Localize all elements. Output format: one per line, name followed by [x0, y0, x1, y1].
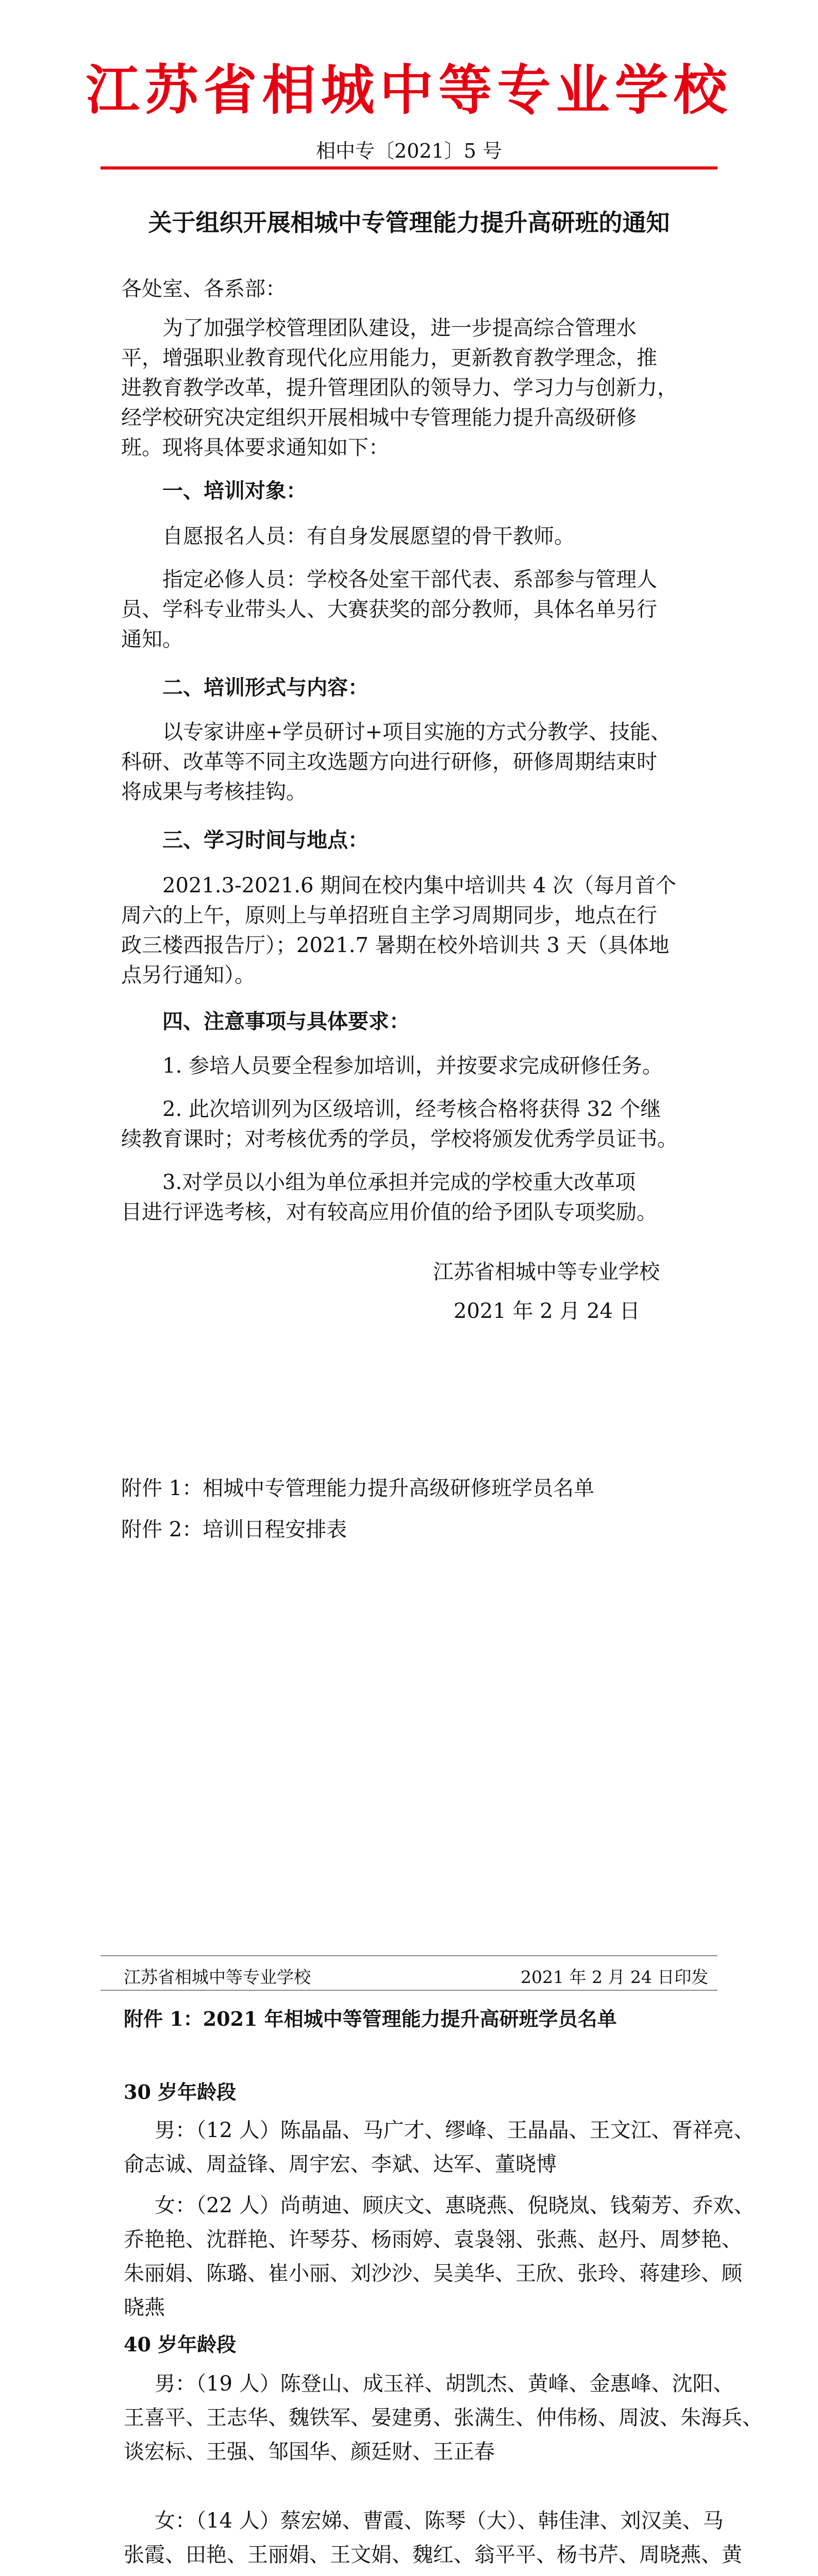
age-group-30-heading: 30 岁年龄段: [124, 2080, 237, 2104]
roster-line: 女：（14 人）蔡宏娣、曹霞、陈琴（大）、韩佳津、刘汉美、马: [155, 2509, 724, 2533]
section-heading-4: 四、注意事项与具体要求：: [162, 1009, 410, 1033]
roster-line: 男：（19 人）陈登山、成玉祥、胡凯杰、黄峰、金惠峰、沈阳、: [155, 2372, 734, 2396]
roster-line: 男：（12 人）陈晶晶、马广才、缪峰、王晶晶、王文江、胥祥亮、: [155, 2119, 755, 2142]
signature-date: 2021 年 2 月 24 日: [454, 1299, 640, 1323]
intro-line: 为了加强学校管理团队建设，进一步提高综合管理水: [162, 316, 637, 340]
roster-line: 乔艳艳、沈群艳、许琴芬、杨雨婷、袁袅翎、张燕、赵丹、周梦艳、: [124, 2228, 742, 2251]
footer-rule-bottom: [101, 1990, 717, 1991]
footer-issue-date: 2021 年 2 月 24 日印发: [521, 1967, 709, 1987]
intro-line: 进教育教学改革，提升管理团队的领导力、学习力与创新力，: [121, 376, 678, 400]
section-heading-2: 二、培训形式与内容：: [162, 675, 369, 700]
roster-line: 王喜平、王志华、魏铁军、晏建勇、张满生、仲伟杨、周波、朱海兵、: [124, 2406, 763, 2430]
school-name-header: 江苏省相城中等专业学校: [86, 59, 732, 122]
requirement-item: 续教育课时；对考核优秀的学员，学校将颁发优秀学员证书。: [121, 1127, 678, 1151]
footer-issuer: 江苏省相城中等专业学校: [124, 1967, 311, 1987]
section3-line: 周六的上午，原则上与单招班自主学习周期同步，地点在行: [121, 904, 657, 927]
roster-line: 晓燕: [124, 2296, 165, 2319]
section1-line: 指定必修人员：学校各处室干部代表、系部参与管理人: [162, 568, 657, 591]
roster-line: 女：（22 人）尚萌迪、顾庆文、惠晓燕、倪晓岚、钱菊芳、乔欢、: [155, 2194, 755, 2217]
header-red-rule: [101, 166, 717, 170]
age-group-40-heading: 40 岁年龄段: [124, 2333, 237, 2356]
section2-line: 科研、改革等不同主攻选题方向进行研修，研修周期结束时: [121, 750, 657, 774]
intro-line: 经学校研究决定组织开展相城中专管理能力提升高级研修: [121, 406, 637, 430]
section1-paragraph: 自愿报名人员：有自身发展愿望的骨干教师。: [162, 524, 575, 548]
footer-rule-top: [101, 1955, 717, 1956]
intro-line: 班。现将具体要求通知如下：: [121, 436, 389, 460]
section3-line: 点另行通知）。: [121, 963, 255, 987]
intro-line: 平，增强职业教育现代化应用能力，更新教育教学理念，推: [121, 346, 657, 370]
section1-line: 员、学科专业带头人、大赛获奖的部分教师，具体名单另行: [121, 598, 657, 621]
section-heading-1: 一、培训对象：: [162, 479, 307, 503]
signature-school: 江苏省相城中等专业学校: [433, 1260, 660, 1284]
section3-line: 政三楼西报告厅）；2021.7 暑期在校外培训共 3 天（具体地: [121, 934, 670, 957]
section2-line: 将成果与考核挂钩。: [121, 780, 307, 804]
roster-line: 张霞、田艳、王丽娟、王文娟、魏红、翁平平、杨书芹、周晓燕、黄: [124, 2543, 742, 2567]
requirement-item: 1. 参培人员要全程参加培训，并按要求完成研修任务。: [162, 1054, 663, 1078]
roster-line: [124, 2572, 165, 2576]
roster-line: 俞志诚、周益锋、周宇宏、李斌、达军、董晓博: [124, 2153, 557, 2176]
attachment1-title: 附件 1：2021 年相城中等管理能力提升高研班学员名单: [124, 2007, 617, 2030]
attachment-ref: 附件 1：相城中专管理能力提升高级研修班学员名单: [121, 1477, 595, 1500]
document-number: 相中专〔2021〕5 号: [316, 140, 502, 162]
section1-line: 通知。: [121, 628, 183, 651]
section3-line: 2021.3-2021.6 期间在校内集中培训共 4 次（每月首个: [162, 874, 677, 897]
requirement-item: 3.对学员以小组为单位承担并完成的学校重大改革项: [162, 1171, 636, 1194]
roster-line: 朱丽娟、陈璐、崔小丽、刘沙沙、吴美华、王欣、张玲、蒋建珍、顾: [124, 2262, 742, 2285]
roster-line: 谈宏标、王强、邹国华、颜廷财、王正春: [124, 2440, 495, 2464]
section-heading-3: 三、学习时间与地点：: [162, 828, 369, 852]
salutation: 各处室、各系部：: [121, 277, 286, 301]
attachment-ref: 附件 2：培训日程安排表: [121, 1518, 347, 1541]
requirement-item: 目进行评选考核，对有较高应用价值的给予团队专项奖励。: [121, 1200, 657, 1224]
requirement-item: 2. 此次培训列为区级培训，经考核合格将获得 32 个继: [162, 1097, 661, 1121]
section2-line: 以专家讲座+学员研讨+项目实施的方式分教学、技能、: [162, 720, 672, 744]
notice-title: 关于组织开展相城中专管理能力提升高研班的通知: [148, 209, 670, 236]
